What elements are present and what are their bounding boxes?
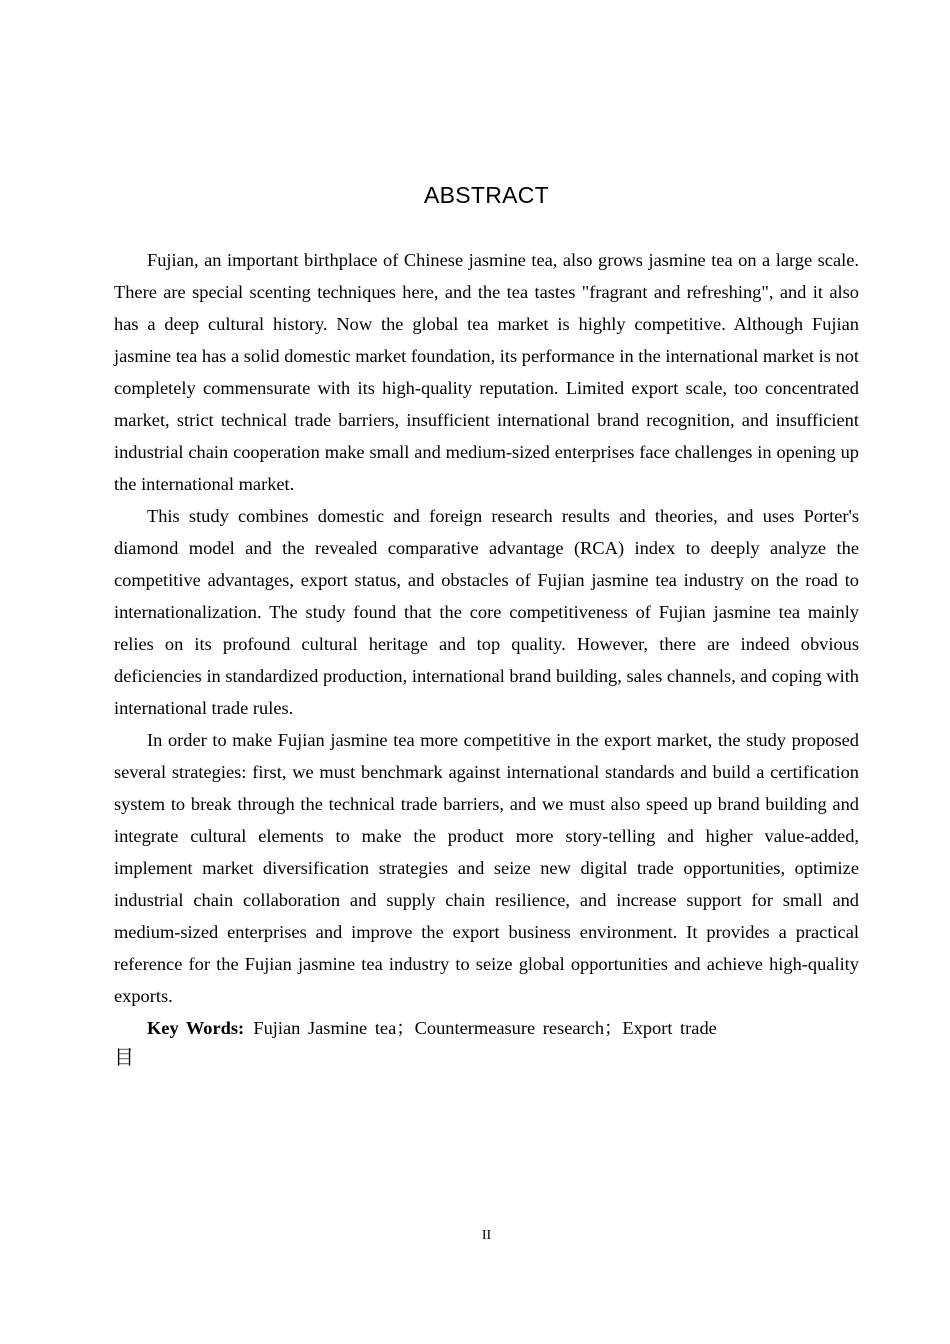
abstract-paragraph: Fujian, an important birthplace of Chinese jasmine tea, also grows jasmine tea on a large scale. There are special scenting techniques here, and the tea tastes "fragrant and refreshing", and it also has a deep cultural history. Now the global tea market is highly competitive. Although Fujian jasmine tea has a solid domestic market foundation, its performance in the international market is not completely commensurate with its high-quality reputation. Limited export scale, too concentrated market, strict technical trade barriers, insufficient international brand recognition, and insufficient industrial chain cooperation make small and medium-sized enterprises face challenges in opening up the international market.	[114, 250, 859, 494]
toc-heading-fragment: 目	[114, 1045, 134, 1069]
keywords-label: Key Words:	[147, 1018, 245, 1038]
abstract-title: ABSTRACT	[423, 182, 550, 208]
keywords-list: Fujian Jasmine tea；Countermeasure research；Export trade	[253, 1018, 717, 1038]
page-number: II	[481, 1228, 492, 1243]
abstract-body	[114, 244, 859, 1044]
keywords-line	[114, 1012, 859, 1044]
abstract-paragraph: In order to make Fujian jasmine tea more competitive in the export market, the study proposed several strategies: first, we must benchmark against international standards and build a certification system to break through the technical trade barriers, and we must also speed up brand building and integrate cultural elements to make the product more story-telling and higher value-added, implement market diversification strategies and seize new digital trade opportunities, optimize industrial chain collaboration and supply chain resilience, and increase support for small and medium-sized enterprises and improve the export business environment. It provides a practical reference for the Fujian jasmine tea industry to seize global opportunities and achieve high-quality exports.	[114, 730, 859, 1006]
abstract-paragraph: This study combines domestic and foreign research results and theories, and uses Porter's diamond model and the revealed comparative advantage (RCA) index to deeply analyze the competitive advantages, export status, and obstacles of Fujian jasmine tea industry on the road to internationalization. The study found that the core competitiveness of Fujian jasmine tea mainly relies on its profound cultural heritage and top quality. However, there are indeed obvious deficiencies in standardized production, international brand building, sales channels, and coping with international trade rules.	[114, 506, 859, 718]
